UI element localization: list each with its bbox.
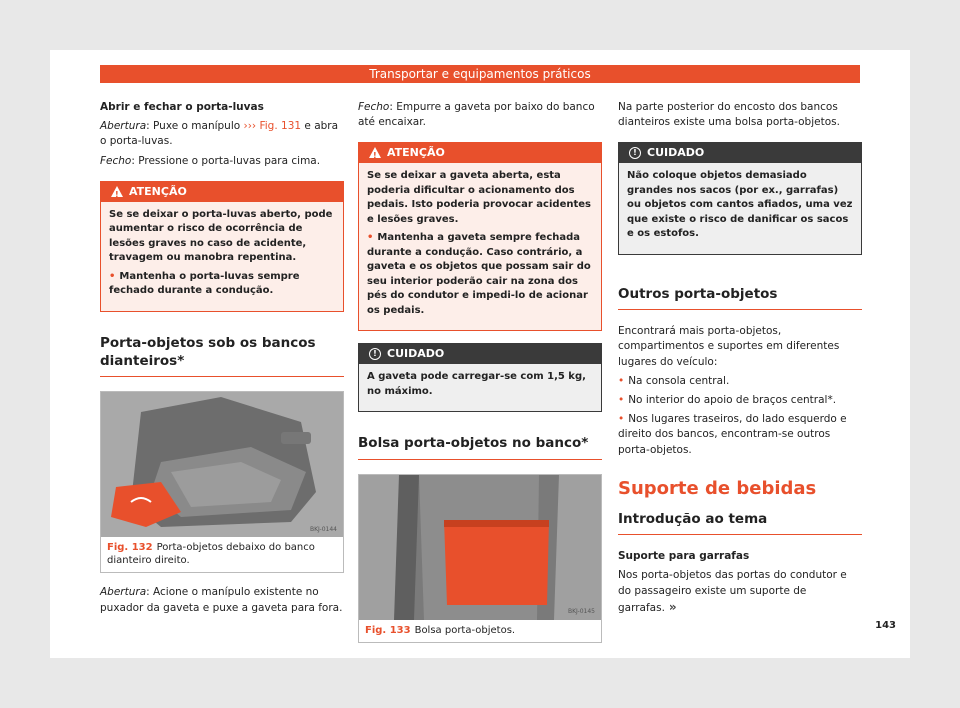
warning-header: ! ATENÇÃO	[359, 143, 601, 163]
paragraph-open: Abertura: Puxe o manípulo ››› Fig. 131 e abra o porta-luvas.	[100, 120, 339, 148]
paragraph-drawer-close: Fecho: Empurre a gaveta por baixo do banco até encaixar.	[358, 101, 595, 129]
page-number: 143	[875, 620, 896, 631]
warning-header: ! ATENÇÃO	[101, 182, 343, 202]
caution-header: ! CUIDADO	[619, 143, 861, 163]
warning-triangle-icon	[369, 147, 381, 158]
list-item: • Nos lugares traseiros, do lado esquerdo e direito dos bancos, encontram-se outros porta-objetos.	[618, 412, 862, 458]
info-circle-icon: !	[629, 147, 641, 159]
figure-link[interactable]: Fig. 131	[259, 120, 302, 133]
warning-text: Se se deixar o porta-luvas aberto, pode aumentar o risco de ocorrência de lesões graves no caso de acidente, travagem ou manobra repentina.	[109, 208, 333, 264]
section-title-other: Outros porta-objetos	[618, 285, 862, 310]
warning-box	[358, 142, 602, 331]
paragraph-pocket: Na parte posterior do encosto dos bancos dianteiros existe uma bolsa porta-objetos.	[618, 101, 840, 129]
column-1	[100, 100, 344, 620]
caution-box	[358, 343, 602, 412]
list-item: • Na consola central.	[618, 374, 862, 389]
seat-pocket-image	[359, 475, 601, 620]
continue-arrow-icon: »	[668, 599, 677, 614]
paragraph-close: Fecho: Pressione o porta-luvas para cima.	[100, 154, 321, 167]
warning-bullet: • Mantenha a gaveta sempre fechada durante a condução. Caso contrário, a gaveta e os objetos que possam sair do seu interior poderão cair na zona dos pés do condutor e impedi-lo de acionar os pedais.	[367, 231, 593, 318]
paragraph-other: Encontrará mais porta-objetos, compartimentos e suportes em diferentes lugares do veículo:	[618, 325, 840, 368]
column-2	[358, 100, 602, 643]
caution-header: ! CUIDADO	[359, 344, 601, 364]
caution-box	[618, 142, 862, 255]
figure-132	[100, 391, 344, 573]
figure-code: BKJ-0144	[309, 525, 337, 533]
info-circle-icon: !	[369, 348, 381, 360]
chapter-header: Transportar e equipamentos práticos	[100, 65, 860, 83]
column-3	[618, 100, 862, 620]
section-title-intro: Introdução ao tema	[618, 510, 862, 535]
section-title-under-seat: Porta-objetos sob os bancos dianteiros*	[100, 334, 344, 377]
seat-illustration	[101, 392, 343, 537]
subheading-glovebox: Abrir e fechar o porta-luvas	[100, 101, 264, 113]
warning-text: Se se deixar a gaveta aberta, esta poderia dificultar o acionamento dos pedais. Isto poderia provocar acidentes e lesões graves.	[367, 170, 591, 225]
seat-drawer-image	[101, 392, 343, 537]
figure-133	[358, 474, 602, 643]
figure-caption: Fig. 132 Porta-objetos debaixo do banco dianteiro direito.	[107, 542, 315, 567]
warning-bullet: • Mantenha o porta-luvas sempre fechado durante a condução.	[109, 270, 335, 299]
warning-triangle-icon	[111, 186, 123, 197]
figure-code: BKJ-0145	[567, 607, 595, 615]
ref-arrows: ›››	[243, 120, 257, 133]
chapter-title-drinks: Suporte de bebidas	[618, 477, 817, 499]
list-item: • No interior do apoio de braços central*.	[618, 393, 862, 408]
paragraph-drawer-open: Abertura: Acione o manípulo existente no puxador da gaveta e puxe a gaveta para fora.	[100, 586, 343, 614]
figure-caption: Fig. 133 Bolsa porta-objetos.	[365, 624, 516, 636]
paragraph-bottle: Nos porta-objetos das portas do condutor e do passageiro existe um suporte de garrafas. »	[618, 569, 847, 614]
section-title-seat-pocket: Bolsa porta-objetos no banco*	[358, 434, 602, 459]
warning-box	[100, 181, 344, 312]
caution-text: Não coloque objetos demasiado grandes nos sacos (por ex., garrafas) ou objetos com cantos afiados, uma vez que existe o risco de danificar os sacos e os estofos.	[627, 170, 853, 240]
seat-back-illustration	[359, 475, 601, 620]
caution-text: A gaveta pode carregar-se com 1,5 kg, no máximo.	[367, 371, 586, 397]
subheading-bottle: Suporte para garrafas	[618, 550, 750, 563]
